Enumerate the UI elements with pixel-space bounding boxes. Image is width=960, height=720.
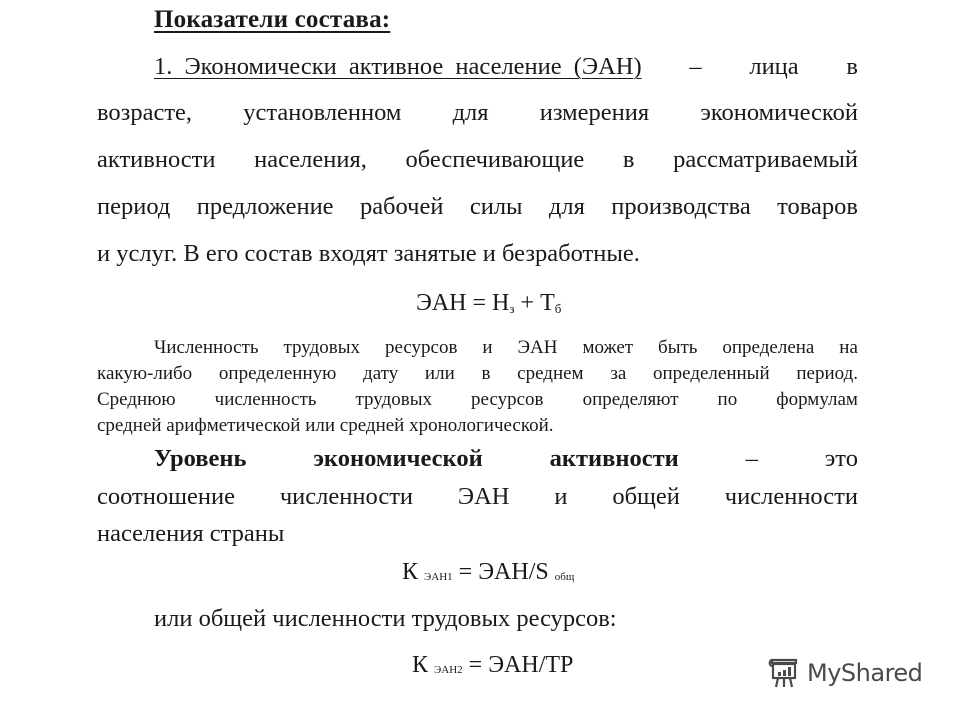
word: численности [724,483,858,510]
word: Среднюю [97,389,176,410]
formula-term: = ЭАН/S [452,559,549,585]
word: может [582,337,634,358]
formula-subscript: з [509,301,515,316]
section2-line2 [97,482,858,512]
word: ЭАН [457,483,510,510]
ean-definition-term: 1. Экономически активное население (ЭАН) [154,53,642,80]
section1-line5: и услуг. В его состав входят занятые и безработные. [97,240,640,267]
dash: – [745,445,758,472]
word: экономической [700,99,858,126]
word: среднем [517,363,584,384]
word: трудовых [283,337,361,358]
section1-line1 [154,52,858,82]
section2-line1 [154,444,858,474]
word: в [622,146,635,173]
word: ресурсов [384,337,458,358]
formula-subscript: общ [554,571,575,583]
word: предложение [196,193,334,220]
formula-k-ean2 [412,650,573,685]
word: за [610,363,627,384]
word: рассматриваемый [673,146,858,173]
word: обеспечивающие [405,146,585,173]
word: ЭАН [517,337,558,358]
word: активности [97,146,216,173]
word: установленном [243,99,402,126]
word: или [424,363,455,384]
word: это [824,445,858,472]
section1-line3 [97,145,858,175]
section1-line2 [97,98,858,128]
word: товаров [777,193,858,220]
or-line: или общей численности трудовых ресурсов: [154,605,617,632]
word: период. [796,363,858,384]
bold-term: Уровень [154,445,247,472]
word: численности [279,483,414,510]
word: лица [749,53,799,80]
note-line4: средней арифметической или средней хронологической. [97,415,554,436]
formula-lhs: ЭАН [416,290,467,316]
word: рабочей [359,193,444,220]
word: определенную [218,363,337,384]
word: какую-либо [97,363,193,384]
note-line1 [154,336,858,360]
word: силы [469,193,523,220]
word: производства [611,193,751,220]
word: возрасте, [97,99,193,126]
formula-term: = ЭАН/ТР [462,652,574,678]
formula-subscript: б [554,301,562,316]
formula-ean [416,288,561,324]
word: в [846,53,858,80]
word: период [97,193,171,220]
slide-title: Показатели состава: [154,6,391,33]
formula-term: = Н [466,290,510,316]
word: определенный [652,363,770,384]
formula-k-ean1 [402,557,574,592]
word: соотношение [97,483,235,510]
word: формулам [776,389,858,410]
formula-term: + Т [514,290,555,316]
myshared-logo[interactable] [767,656,922,690]
word: Численность [154,337,259,358]
word: численность [214,389,317,410]
formula-lhs: К [402,559,419,585]
presentation-board-icon [767,656,801,690]
word: ресурсов [471,389,544,410]
note-line3 [97,388,858,412]
watermark-text: MyShared [807,659,923,687]
dash: – [689,53,702,80]
bold-term: экономической [313,445,483,472]
word: определяют [582,389,679,410]
formula-subscript: ЭАН1 [424,571,453,583]
formula-lhs: К [412,652,429,678]
word: дату [363,363,399,384]
word: на [839,337,858,358]
word: по [717,389,738,410]
word: общей [612,483,680,510]
word: трудовых [355,389,432,410]
section2-line3: населения страны [97,520,285,547]
word: и [482,337,493,358]
note-line2 [97,362,858,386]
word: в [481,363,491,384]
formula-subscript: ЭАН2 [434,664,463,676]
word: быть [658,337,698,358]
word: для [548,193,585,220]
word: для [452,99,489,126]
word: населения, [254,146,367,173]
word: измерения [539,99,650,126]
bold-term: активности [549,445,679,472]
word: определена [722,337,815,358]
word: и [554,483,568,510]
section1-line4 [97,192,858,222]
